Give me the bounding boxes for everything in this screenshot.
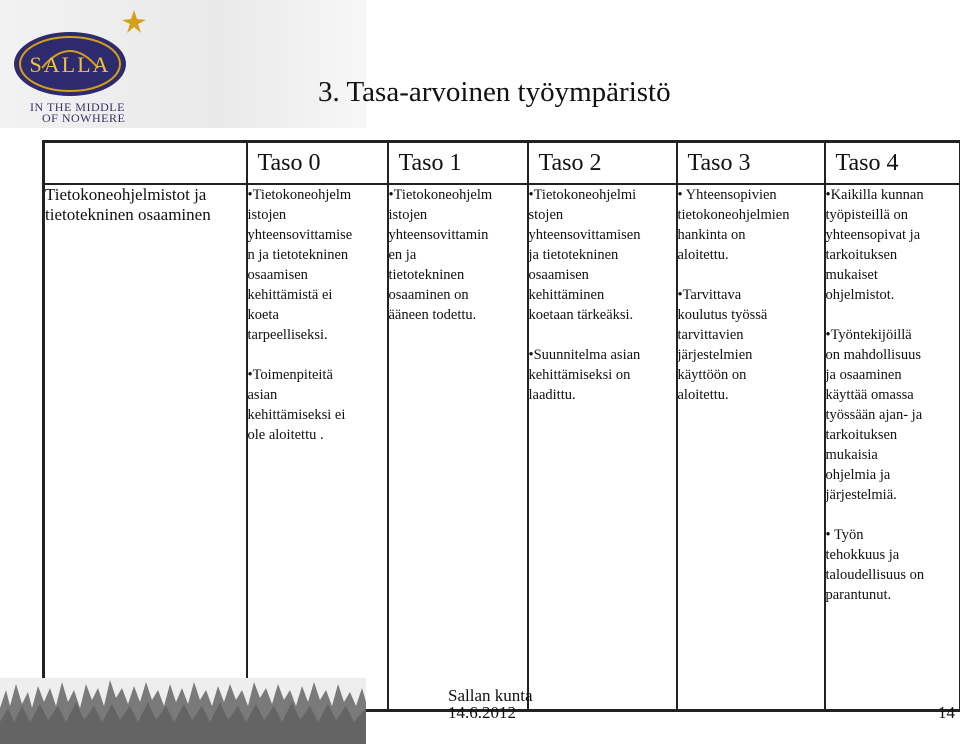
bullet-line: tarkoituksen	[825, 427, 898, 443]
header-taso-0: Taso 0	[247, 142, 388, 185]
bullet-line: •Työntekijöillä	[825, 327, 912, 343]
bullet-line: kehittämiseksi on	[528, 367, 631, 383]
bullet-line: • Työn	[825, 527, 864, 543]
header-row	[44, 142, 960, 185]
footer-organization: Sallan kunta	[448, 686, 533, 705]
bullet-line: ja osaaminen	[825, 367, 902, 383]
bullet-line: •Toimenpiteitä	[247, 367, 333, 383]
bullet-line: osaaminen on	[388, 287, 469, 303]
bullet-line: asian	[247, 387, 278, 403]
header-corner	[44, 142, 247, 185]
bullet-line: ja tietotekninen	[528, 247, 619, 263]
bullet-line: en ja	[388, 247, 417, 263]
bullet-line: ohjelmia ja	[825, 467, 891, 483]
bullet-line: koeta	[247, 307, 279, 323]
salla-logo	[10, 6, 180, 124]
bullet-item	[248, 185, 387, 345]
bullet-line: mukaiset	[825, 267, 878, 283]
bullet-item	[248, 365, 387, 445]
bullet-line: istojen	[388, 207, 428, 223]
logo-wordmark: SALLA	[29, 52, 111, 77]
bullet-item	[529, 345, 676, 405]
bullet-line: ole aloitettu .	[247, 427, 324, 443]
bullet-line: aloitettu.	[677, 387, 729, 403]
header-taso-3: Taso 3	[677, 142, 825, 185]
bullet-item	[826, 325, 960, 505]
bullet-line: • Yhteensopivien	[677, 187, 777, 203]
bullet-line: parantunut.	[825, 587, 892, 603]
footer-date: 14.6.2012	[448, 703, 516, 722]
bullet-line: istojen	[247, 207, 287, 223]
bullet-line: mukaisia	[825, 447, 878, 463]
bullet-item	[529, 185, 676, 325]
bullet-line: on mahdollisuus	[825, 347, 921, 363]
bullet-line: •Tietokoneohjelmi	[528, 187, 637, 203]
bullet-line: osaamisen	[247, 267, 308, 283]
bullet-line: laadittu.	[528, 387, 576, 403]
bullet-line: taloudellisuus on	[825, 567, 925, 583]
bullet-line: ohjelmistot.	[825, 287, 895, 303]
bullet-line: yhteensopivat ja	[825, 227, 921, 243]
forest-silhouette	[0, 678, 366, 744]
bullet-line: •Tietokoneohjelm	[388, 187, 493, 203]
bullet-line: kehittäminen	[528, 287, 605, 303]
bullet-line: työssään ajan- ja	[825, 407, 923, 423]
bullet-line: kehittämistä ei	[247, 287, 333, 303]
bullet-line: •Tarvittava	[677, 287, 742, 303]
slide-number: 14	[938, 703, 955, 722]
cell-taso-4	[825, 184, 960, 711]
logo-graphic	[10, 6, 180, 106]
bullet-line: hankinta on	[677, 227, 746, 243]
bullet-line: ääneen todettu.	[388, 307, 477, 323]
bullet-line: osaamisen	[528, 267, 589, 283]
bullet-line: kehittämiseksi ei	[247, 407, 346, 423]
bullet-line: •Kaikilla kunnan	[825, 187, 924, 203]
header-taso-1: Taso 1	[388, 142, 528, 185]
cell-taso-0	[247, 184, 388, 711]
bullet-line: järjestelmiä.	[825, 487, 897, 503]
bullet-line: koulutus työssä	[677, 307, 768, 323]
bullet-line: käyttää omassa	[825, 387, 914, 403]
bullet-line: työpisteillä on	[825, 207, 909, 223]
bullet-item	[826, 185, 960, 305]
bullet-line: n ja tietotekninen	[247, 247, 349, 263]
bullet-line: tarpeelliseksi.	[247, 327, 328, 343]
level-table	[42, 140, 960, 712]
cell-taso-2	[528, 184, 677, 711]
bullet-line: tarkoituksen	[825, 247, 898, 263]
bullet-item	[389, 185, 527, 325]
cell-taso-1	[388, 184, 528, 711]
bullet-item	[678, 185, 824, 265]
cell-taso-3	[677, 184, 825, 711]
bullet-line: •Suunnitelma asian	[528, 347, 641, 363]
logo-tagline: IN THE MIDDLE OF NOWHERE	[30, 100, 126, 125]
bullet-line: •Tietokoneohjelm	[247, 187, 352, 203]
table-row	[44, 184, 960, 711]
page-title: 3. Tasa-arvoinen työympäristö	[318, 76, 671, 108]
header-taso-2: Taso 2	[528, 142, 677, 185]
bullet-line: aloitettu.	[677, 247, 729, 263]
header-taso-4: Taso 4	[825, 142, 960, 185]
bullet-line: tietokoneohjelmien	[677, 207, 790, 223]
bullet-line: tehokkuus ja	[825, 547, 900, 563]
bullet-line: stojen	[528, 207, 564, 223]
bullet-line: yhteensovittamise	[247, 227, 353, 243]
bullet-line: koetaan tärkeäksi.	[528, 307, 634, 323]
bullet-line: käyttöön on	[677, 367, 747, 383]
row-label: Tietokoneohjelmistot ja tietotekninen osaaminen	[44, 184, 247, 711]
bullet-item	[826, 525, 960, 605]
bullet-line: tietotekninen	[388, 267, 465, 283]
bullet-line: järjestelmien	[677, 347, 753, 363]
bullet-item	[678, 285, 824, 405]
bullet-line: tarvittavien	[677, 327, 744, 343]
bullet-line: yhteensovittamisen	[528, 227, 641, 243]
bullet-line: yhteensovittamin	[388, 227, 489, 243]
